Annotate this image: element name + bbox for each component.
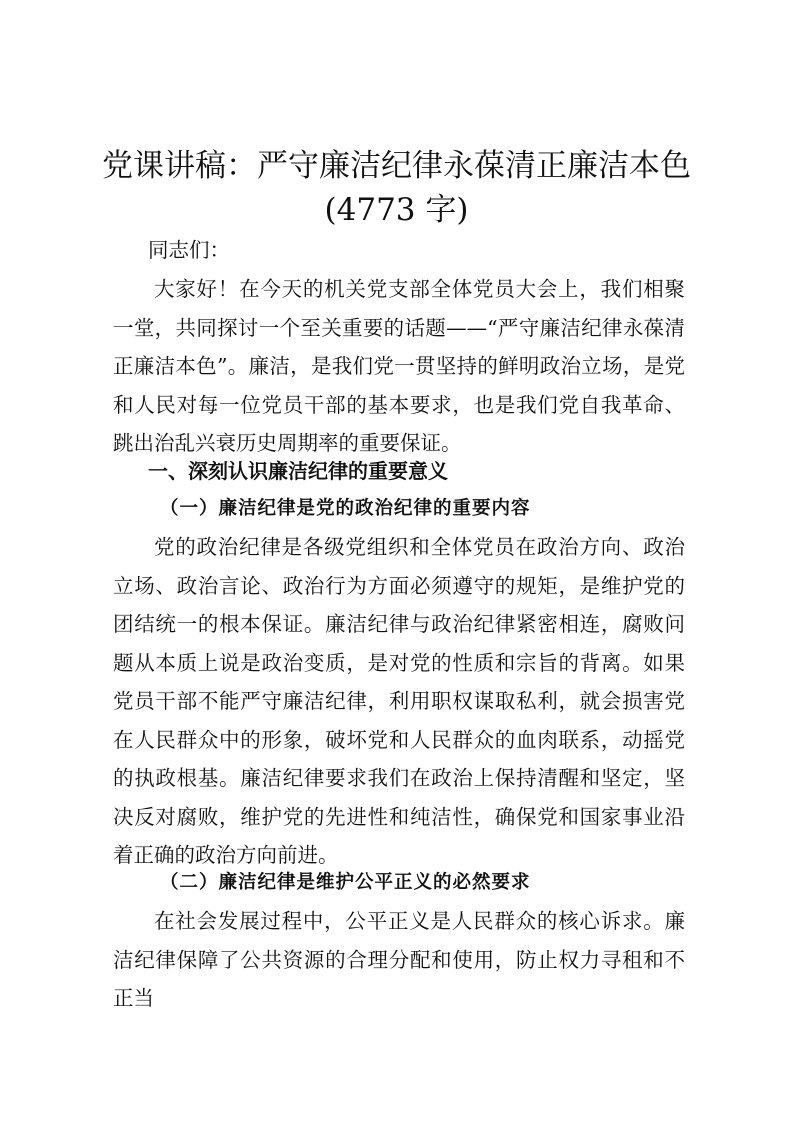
subsection-body-block xyxy=(113,528,685,875)
intro-paragraph: 大家好！在今天的机关党支部全体党员大会上，我们相聚一堂，共同探讨一个至关重要的话题——“严守廉洁纪律永葆清正廉洁本色”。廉洁，是我们党一贯坚持的鲜明政治立场，是党和人民对每一位党员干部的基本要求，也是我们党自我革命、跳出治乱兴衰历史周期率的重要保证。 xyxy=(113,277,685,455)
greeting: 同志们： xyxy=(148,238,230,262)
document-word-count: (4773 字) xyxy=(324,192,469,228)
subsection-heading: （二）廉洁纪律是维护公平正义的必然要求 xyxy=(160,872,531,893)
document-title: 党课讲稿：严守廉洁纪律永葆清正廉洁本色 xyxy=(102,148,691,184)
subsection-paragraph: 在社会发展过程中，公平正义是人民群众的核心诉求。廉洁纪律保障了公共资源的合理分配和使用，防止权力寻租和不正当 xyxy=(113,909,685,1010)
subsection-paragraph: 党的政治纪律是各级党组织和全体党员在政治方向、政治立场、政治言论、政治行为方面必须遵守的规矩，是维护党的团结统一的根本保证。廉洁纪律与政治纪律紧密相连，腐败问题从本质上说是政治变质，是对党的性质和宗旨的背离。如果党员干部不能严守廉洁纪律，利用职权谋取私利，就会损害党在人民群众中的形象，破坏党和人民群众的血肉联系，动摇党的执政根基。廉洁纪律要求我们在政治上保持清醒和坚定，坚决反对腐败，维护党的先进性和纯洁性，确保党和国家事业沿着正确的政治方向前进。 xyxy=(113,535,685,867)
subsection-body-block xyxy=(113,902,685,1018)
subsection-heading: （一）廉洁纪律是党的政治纪律的重要内容 xyxy=(160,498,531,519)
intro-block xyxy=(113,270,685,463)
section-heading: 一、深刻认识廉洁纪律的重要意义 xyxy=(148,459,448,483)
